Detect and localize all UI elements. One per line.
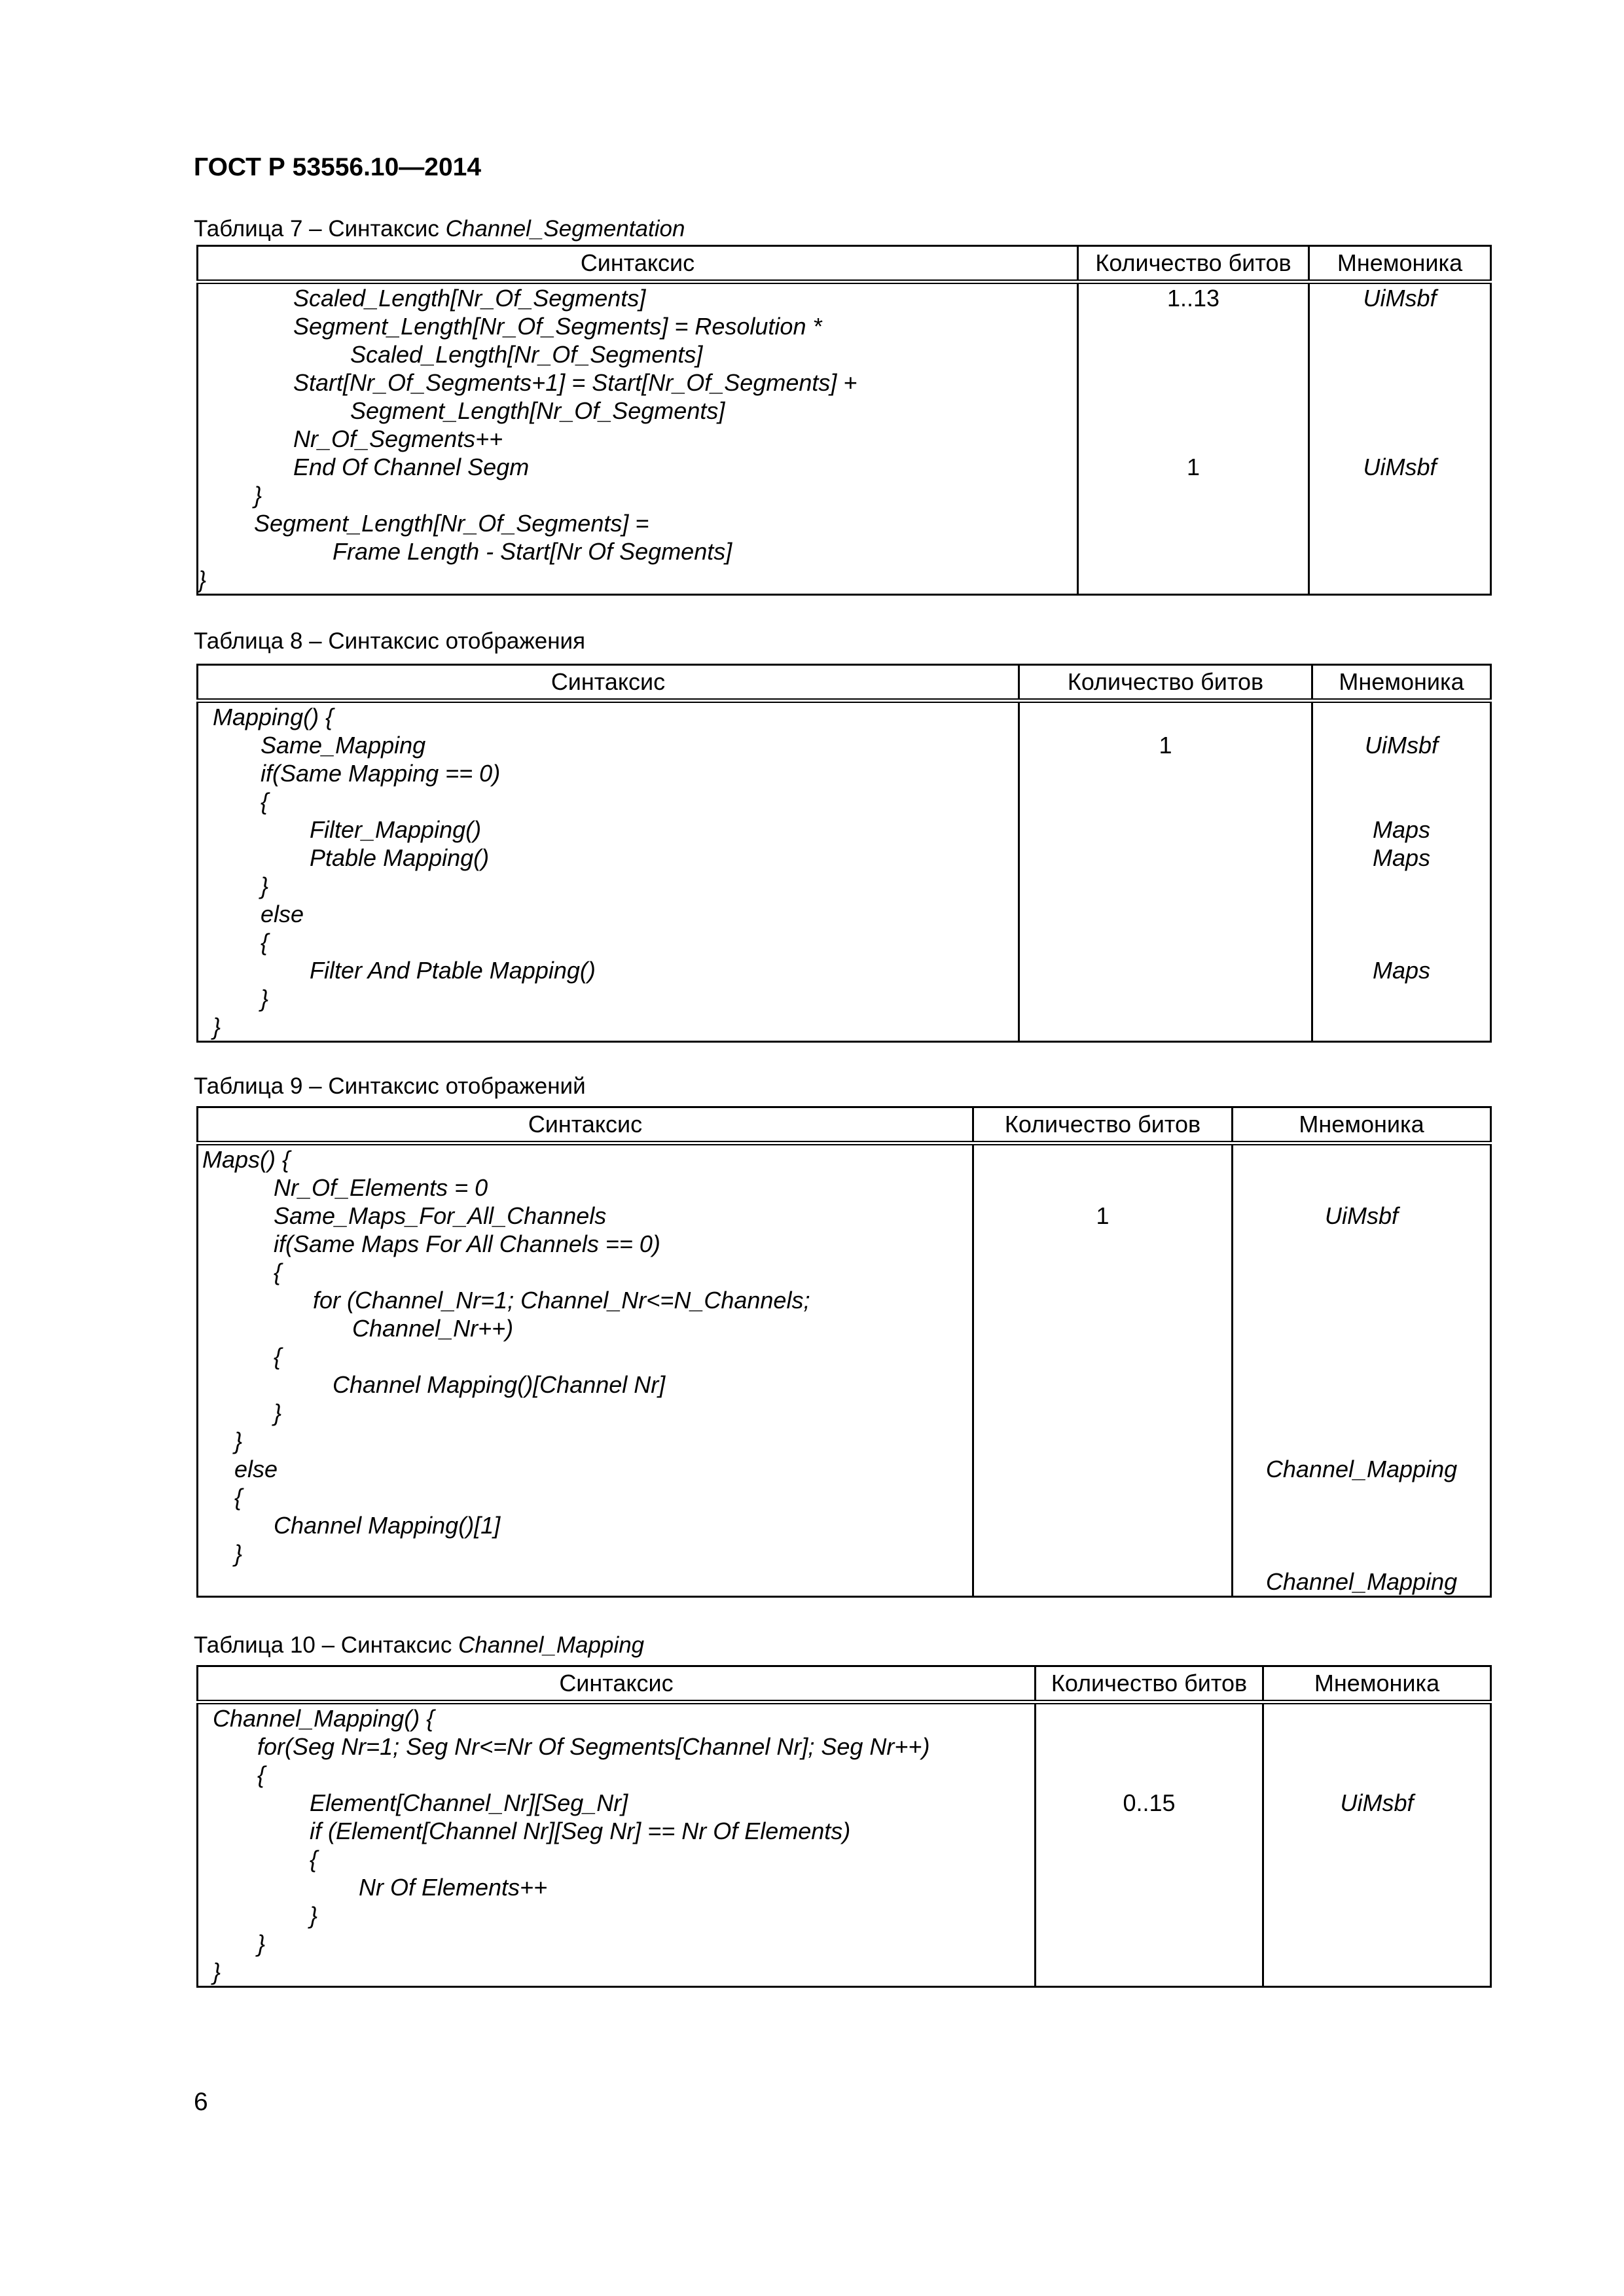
col-header-bits: Количество битов xyxy=(1019,665,1312,701)
table7-syntax-line: Scaled_Length[Nr_Of_Segments] xyxy=(350,341,703,368)
table9-mnemonic-value xyxy=(1233,1427,1490,1455)
table7-syntax-line: Segment_Length[Nr_Of_Segments] = Resolution * xyxy=(293,313,822,340)
table10-syntax-line: Channel_Mapping() { xyxy=(213,1705,435,1732)
table7-bits-cell xyxy=(1078,282,1309,595)
table10-bits-value xyxy=(1036,1732,1262,1761)
table10-syntax-line: } xyxy=(213,1958,221,1985)
table8-bits-value xyxy=(1020,844,1311,872)
table8-syntax-line: } xyxy=(261,985,269,1012)
table10 xyxy=(196,1665,1492,1988)
table9-bits-value xyxy=(974,1230,1231,1258)
table9-mnemonic-value xyxy=(1233,1483,1490,1511)
table8-bits-value xyxy=(1020,956,1311,984)
table8-mnemonic-value xyxy=(1313,872,1490,900)
table10-mnemonic-value: UiMsbf xyxy=(1340,1789,1414,1816)
table8-syntax-line: else xyxy=(261,901,304,927)
table7-syntax-line: Frame Length - Start[Nr Of Segments] xyxy=(333,538,732,565)
table10-bits-value xyxy=(1036,1901,1262,1929)
table7-syntax-line: Scaled_Length[Nr_Of_Segments] xyxy=(293,285,646,312)
col-header-mnemonic: Мнемоника xyxy=(1312,665,1491,701)
table10-mnemonic-value xyxy=(1264,1929,1490,1958)
table8-mnemonic-value xyxy=(1313,928,1490,956)
table7-bits-value xyxy=(1079,312,1308,340)
table10-bits-value xyxy=(1036,1761,1262,1789)
table8-bits-value xyxy=(1020,759,1311,787)
table7-syntax-line: Start[Nr_Of_Segments+1] = Start[Nr_Of_Segments] + xyxy=(293,369,857,396)
page-number: 6 xyxy=(194,2088,208,2116)
table10-syntax-line: } xyxy=(257,1930,266,1957)
table7-bits-value: 1 xyxy=(1186,454,1200,480)
table7-bits-value xyxy=(1079,565,1308,594)
col-header-mnemonic: Мнемоника xyxy=(1309,246,1491,282)
col-header-syntax: Синтаксис xyxy=(198,246,1078,282)
table7-syntax-line: Segment_Length[Nr_Of_Segments] xyxy=(350,397,725,424)
table7-mnemonic-value xyxy=(1310,340,1490,368)
table8-mnemonic-cell xyxy=(1312,701,1491,1042)
table8 xyxy=(196,664,1492,1043)
col-header-bits: Количество битов xyxy=(973,1107,1233,1143)
table9-caption: Таблица 9 – Синтаксис отображений xyxy=(194,1073,586,1099)
table7-mnemonic-value xyxy=(1310,397,1490,425)
table9-mnemonic-value xyxy=(1233,1314,1490,1342)
table9-mnemonic-value xyxy=(1233,1145,1490,1174)
table10-bits-value xyxy=(1036,1929,1262,1958)
table9-bits-value xyxy=(974,1371,1231,1399)
table8-syntax-line: if(Same Mapping == 0) xyxy=(261,760,501,787)
table9-bits-value xyxy=(974,1539,1231,1568)
table8-mnemonic-value: Maps xyxy=(1372,844,1431,871)
table7-bits-value xyxy=(1079,509,1308,537)
table9-bits-value xyxy=(974,1511,1231,1539)
table7-mnemonic-value: UiMsbf xyxy=(1363,285,1437,312)
table8-bits-value xyxy=(1020,787,1311,816)
table7-syntax-cell xyxy=(198,282,1078,595)
table9-mnemonic-value xyxy=(1233,1399,1490,1427)
table9-syntax-line: } xyxy=(234,1427,243,1454)
table10-mnemonic-value xyxy=(1264,1873,1490,1901)
table7-bits-value xyxy=(1079,340,1308,368)
table7-syntax-line: End Of Channel Segm xyxy=(293,454,530,480)
table7 xyxy=(196,245,1492,596)
table8-caption: Таблица 8 – Синтаксис отображения xyxy=(194,628,586,654)
col-header-mnemonic: Мнемоника xyxy=(1233,1107,1491,1143)
table9-mnemonic-value: Channel_Mapping xyxy=(1265,1456,1458,1482)
table8-syntax-cell xyxy=(198,701,1019,1042)
table10-mnemonic-value xyxy=(1264,1704,1490,1732)
table10-mnemonic-value xyxy=(1264,1761,1490,1789)
table9-syntax-line: Channel_Nr++) xyxy=(352,1315,514,1342)
table9-mnemonic-value: Channel_Mapping xyxy=(1265,1568,1458,1595)
col-header-bits: Количество битов xyxy=(1078,246,1309,282)
table10-syntax-line: Nr Of Elements++ xyxy=(359,1874,548,1901)
table8-bits-cell xyxy=(1019,701,1312,1042)
table7-caption-italic: Channel_Segmentation xyxy=(445,216,685,242)
table8-mnemonic-value: Maps xyxy=(1372,816,1431,843)
table9-syntax-line: if(Same Maps For All Channels == 0) xyxy=(274,1230,660,1257)
table7-syntax-line: } xyxy=(198,566,207,593)
table9-syntax-line: { xyxy=(234,1484,243,1511)
table8-bits-value: 1 xyxy=(1159,732,1172,759)
table7-syntax-line: } xyxy=(254,482,262,509)
table10-bits-value xyxy=(1036,1817,1262,1845)
table9-syntax-line: Same_Maps_For_All_Channels xyxy=(274,1202,607,1229)
table10-syntax-cell xyxy=(198,1702,1036,1987)
table9-syntax-line: Channel Mapping()[1] xyxy=(274,1512,501,1539)
table9-mnemonic-value: UiMsbf xyxy=(1324,1202,1398,1229)
table9-mnemonic-value xyxy=(1233,1230,1490,1258)
table8-syntax-line: { xyxy=(261,788,269,815)
table7-bits-value xyxy=(1079,397,1308,425)
table7-mnemonic-cell xyxy=(1309,282,1491,595)
table8-syntax-line: Filter And Ptable Mapping() xyxy=(310,957,596,984)
table9-syntax-line: Nr_Of_Elements = 0 xyxy=(274,1174,488,1201)
table10-mnemonic-value xyxy=(1264,1732,1490,1761)
document-header: ГОСТ Р 53556.10—2014 xyxy=(194,153,482,181)
table7-mnemonic-value xyxy=(1310,509,1490,537)
table7-caption xyxy=(194,216,685,242)
table10-mnemonic-value xyxy=(1264,1901,1490,1929)
table9-syntax-line: for (Channel_Nr=1; Channel_Nr<=N_Channels; xyxy=(313,1287,810,1314)
table8-syntax-line: Mapping() { xyxy=(213,704,334,730)
table9-bits-value xyxy=(974,1145,1231,1174)
table9-mnemonic-value xyxy=(1233,1539,1490,1568)
table9-syntax-line xyxy=(198,1568,972,1596)
table8-mnemonic-value xyxy=(1313,759,1490,787)
table8-bits-value xyxy=(1020,984,1311,1013)
table10-bits-cell xyxy=(1036,1702,1263,1987)
table9-mnemonic-cell xyxy=(1233,1143,1491,1597)
table10-syntax-line: { xyxy=(257,1761,266,1788)
table10-syntax-line: Element[Channel_Nr][Seg_Nr] xyxy=(310,1789,628,1816)
table8-syntax-line: } xyxy=(213,1013,221,1040)
table9-bits-cell xyxy=(973,1143,1233,1597)
table7-bits-value xyxy=(1079,368,1308,397)
table10-bits-value xyxy=(1036,1704,1262,1732)
table9-mnemonic-value xyxy=(1233,1342,1490,1371)
table9-syntax-line: Channel Mapping()[Channel Nr] xyxy=(333,1371,666,1398)
table9-mnemonic-value xyxy=(1233,1511,1490,1539)
table10-syntax-line: if (Element[Channel Nr][Seg Nr] == Nr Of Elements) xyxy=(310,1818,851,1844)
table8-mnemonic-value xyxy=(1313,787,1490,816)
table10-caption-prefix: Таблица 10 – Синтаксис xyxy=(194,1632,459,1658)
table7-mnemonic-value xyxy=(1310,368,1490,397)
table10-mnemonic-value xyxy=(1264,1817,1490,1845)
table8-mnemonic-value xyxy=(1313,984,1490,1013)
table9-bits-value xyxy=(974,1483,1231,1511)
table9-bits-value xyxy=(974,1174,1231,1202)
table8-bits-value xyxy=(1020,816,1311,844)
table7-bits-value xyxy=(1079,481,1308,509)
table10-syntax-line: { xyxy=(310,1846,318,1873)
table10-bits-value xyxy=(1036,1873,1262,1901)
table9-syntax-line: else xyxy=(234,1456,278,1482)
table8-bits-value xyxy=(1020,1013,1311,1041)
table9-mnemonic-value xyxy=(1233,1258,1490,1286)
col-header-bits: Количество битов xyxy=(1036,1666,1263,1702)
table7-mnemonic-value xyxy=(1310,481,1490,509)
table8-mnemonic-value: UiMsbf xyxy=(1364,732,1438,759)
table7-mnemonic-value xyxy=(1310,537,1490,565)
table7-bits-value xyxy=(1079,425,1308,453)
table10-syntax-line: for(Seg Nr=1; Seg Nr<=Nr Of Segments[Channel Nr]; Seg Nr++) xyxy=(257,1733,930,1760)
table10-bits-value xyxy=(1036,1845,1262,1873)
table9-bits-value xyxy=(974,1286,1231,1314)
table10-caption-italic: Channel_Mapping xyxy=(458,1632,645,1658)
col-header-syntax: Синтаксис xyxy=(198,1107,973,1143)
table8-syntax-line: } xyxy=(261,872,269,899)
table8-bits-value xyxy=(1020,703,1311,731)
table7-mnemonic-value xyxy=(1310,312,1490,340)
table7-mnemonic-value: UiMsbf xyxy=(1363,454,1437,480)
table9-syntax-line: { xyxy=(274,1343,282,1370)
table9 xyxy=(196,1106,1492,1598)
table10-bits-value: 0..15 xyxy=(1123,1789,1176,1816)
table10-mnemonic-value xyxy=(1264,1958,1490,1986)
table7-syntax-line: Nr_Of_Segments++ xyxy=(293,425,503,452)
table10-mnemonic-cell xyxy=(1263,1702,1491,1987)
table7-bits-value: 1..13 xyxy=(1166,285,1220,312)
col-header-syntax: Синтаксис xyxy=(198,665,1019,701)
table9-bits-value xyxy=(974,1258,1231,1286)
table7-caption-prefix: Таблица 7 – Синтаксис xyxy=(194,216,446,242)
table8-mnemonic-value xyxy=(1313,900,1490,928)
table9-syntax-cell xyxy=(198,1143,973,1597)
table9-bits-value xyxy=(974,1427,1231,1455)
table7-mnemonic-value xyxy=(1310,565,1490,594)
table8-bits-value xyxy=(1020,872,1311,900)
table8-syntax-line: Filter_Mapping() xyxy=(310,816,482,843)
table9-bits-value xyxy=(974,1455,1231,1483)
col-header-mnemonic: Мнемоника xyxy=(1263,1666,1491,1702)
table7-syntax-line: Segment_Length[Nr_Of_Segments] = xyxy=(254,510,649,537)
table9-bits-value: 1 xyxy=(1096,1202,1110,1229)
table10-mnemonic-value xyxy=(1264,1845,1490,1873)
table9-bits-value xyxy=(974,1399,1231,1427)
table7-bits-value xyxy=(1079,537,1308,565)
table8-mnemonic-value xyxy=(1313,1013,1490,1041)
table8-bits-value xyxy=(1020,900,1311,928)
table9-bits-value xyxy=(974,1342,1231,1371)
table8-bits-value xyxy=(1020,928,1311,956)
table8-mnemonic-value xyxy=(1313,703,1490,731)
table8-mnemonic-value: Maps xyxy=(1372,957,1431,984)
table10-caption xyxy=(194,1632,644,1659)
table9-bits-value xyxy=(974,1568,1231,1596)
table10-syntax-line: } xyxy=(310,1902,318,1929)
table9-syntax-line: } xyxy=(234,1540,243,1567)
col-header-syntax: Синтаксис xyxy=(198,1666,1036,1702)
table8-syntax-line: Ptable Mapping() xyxy=(310,844,490,871)
table9-bits-value xyxy=(974,1314,1231,1342)
table9-mnemonic-value xyxy=(1233,1174,1490,1202)
table8-syntax-line: Same_Mapping xyxy=(261,732,426,759)
table9-syntax-line: Maps() { xyxy=(202,1146,291,1173)
table7-mnemonic-value xyxy=(1310,425,1490,453)
table9-syntax-line: } xyxy=(274,1399,282,1426)
table10-bits-value xyxy=(1036,1958,1262,1986)
table9-syntax-line: { xyxy=(274,1259,282,1285)
table9-mnemonic-value xyxy=(1233,1371,1490,1399)
table8-syntax-line: { xyxy=(261,929,269,956)
table9-mnemonic-value xyxy=(1233,1286,1490,1314)
